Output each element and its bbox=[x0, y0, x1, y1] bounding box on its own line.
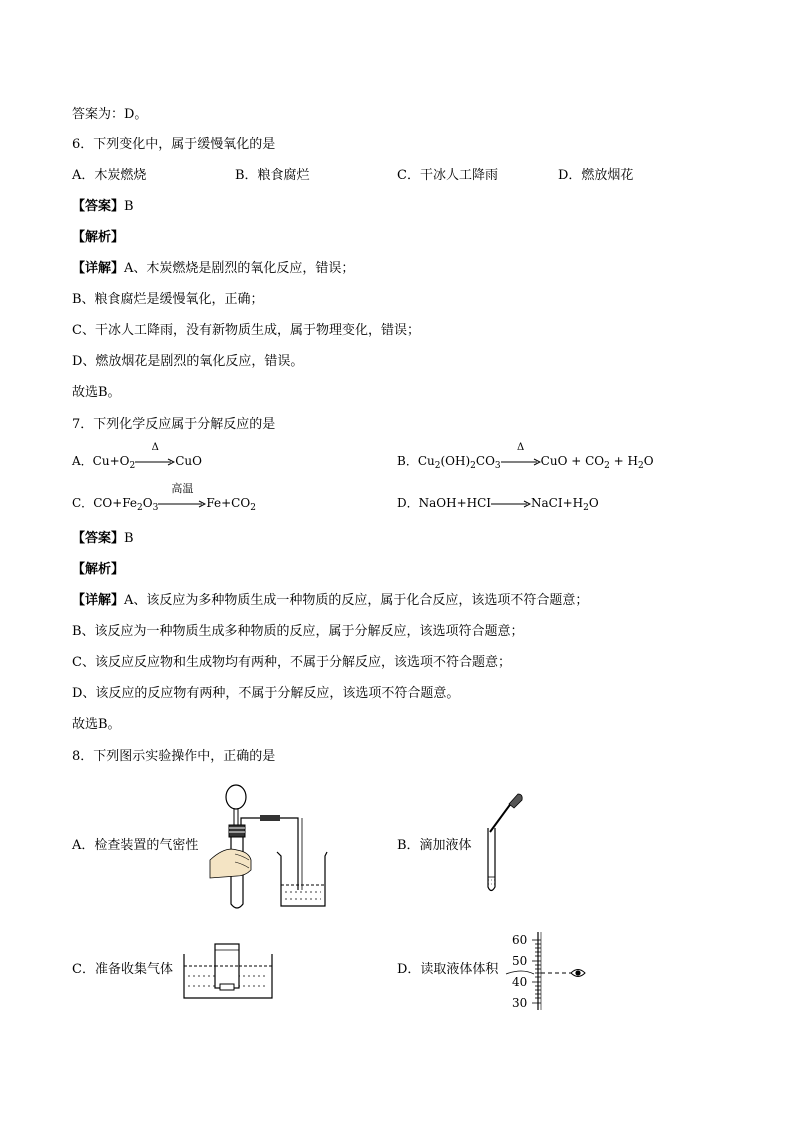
q6-detail-d: D、燃放烟花是剧烈的氧化反应，错误。 bbox=[72, 354, 304, 369]
q7-option-c bbox=[72, 481, 256, 513]
q7-conclusion: 故选B。 bbox=[72, 717, 121, 732]
prev-answer: 答案为：D。 bbox=[72, 107, 148, 122]
q8-option-a: A．检查装置的气密性 bbox=[72, 838, 199, 853]
q6-option-d: D．燃放烟花 bbox=[558, 168, 634, 183]
q6-detail-a bbox=[72, 260, 354, 278]
detail-tag: 【详解】 bbox=[72, 261, 125, 276]
reaction-arrow bbox=[501, 441, 541, 471]
q7-analysis-tag: 【解析】 bbox=[72, 562, 125, 577]
reactant-part: Cu bbox=[417, 454, 435, 468]
eye-icon bbox=[570, 966, 586, 980]
arrow-icon bbox=[158, 500, 206, 508]
q7-option-a bbox=[72, 441, 202, 471]
arrow-icon bbox=[491, 500, 531, 508]
option-label: A． bbox=[72, 454, 93, 468]
q8-option-d: D．读取液体体积 bbox=[397, 962, 499, 977]
answer-tag: 【答案】 bbox=[72, 531, 125, 546]
reactants: Cu+O bbox=[92, 454, 130, 468]
reactant-part: CO bbox=[475, 454, 495, 468]
q6-option-c: C．干冰人工降雨 bbox=[397, 168, 498, 183]
reaction-condition: Δ bbox=[517, 441, 525, 453]
subscript: 3 bbox=[494, 461, 501, 471]
q6-stem: 6．下列变化中，属于缓慢氧化的是 bbox=[72, 137, 276, 152]
reactants: NaOH+HCI bbox=[418, 496, 492, 510]
q6-conclusion: 故选B。 bbox=[72, 385, 121, 400]
q6-option-b: B．粮食腐烂 bbox=[235, 168, 310, 183]
product-part: NaCI+H bbox=[531, 496, 584, 510]
product-part: O bbox=[643, 454, 654, 468]
q6-analysis-tag: 【解析】 bbox=[72, 230, 125, 245]
reaction-arrow bbox=[135, 441, 175, 471]
subscript: 2 bbox=[129, 461, 136, 471]
answer-value: B bbox=[124, 531, 134, 546]
arrow-icon bbox=[501, 458, 541, 466]
q7-option-d bbox=[397, 494, 599, 513]
q6-detail-c: C、干冰人工降雨，没有新物质生成，属于物理变化，错误； bbox=[72, 323, 420, 338]
reactant-part: CO+Fe bbox=[93, 496, 138, 510]
subscript: 2 bbox=[583, 503, 589, 513]
q8-option-b: B．滴加液体 bbox=[397, 838, 472, 853]
q7-detail-d: D、该反应的反应物有两种，不属于分解反应，该选项不符合题意。 bbox=[72, 686, 460, 701]
subscript: 2 bbox=[137, 503, 143, 513]
q6-detail-b: B、粮食腐烂是缓慢氧化，正确； bbox=[72, 292, 264, 307]
detail-tag: 【详解】 bbox=[72, 593, 125, 608]
subscript: 2 bbox=[250, 503, 256, 513]
subscript: 3 bbox=[152, 503, 159, 513]
gas-collection-figure bbox=[182, 940, 274, 1002]
answer-tag: 【答案】 bbox=[72, 199, 125, 214]
q7-option-b bbox=[397, 441, 654, 471]
product-part: O bbox=[588, 496, 599, 510]
q7-detail-c: C、该反应反应物和生成物均有两种，不属于分解反应，该选项不符合题意； bbox=[72, 655, 511, 670]
reactant-part: O bbox=[142, 496, 153, 510]
option-label: B． bbox=[397, 454, 418, 468]
product-part: CuO + CO bbox=[540, 454, 605, 468]
cylinder-tick-40: 40 bbox=[512, 975, 528, 989]
detail-text: A、木炭燃烧是剧烈的氧化反应，错误； bbox=[124, 261, 355, 276]
products: CuO bbox=[175, 454, 202, 468]
q6-option-a: A．木炭燃烧 bbox=[72, 168, 147, 183]
q7-stem: 7．下列化学反应属于分解反应的是 bbox=[72, 417, 276, 432]
q7-detail-b: B、该反应为一种物质生成多种物质的反应，属于分解反应，该选项符合题意； bbox=[72, 624, 524, 639]
detail-text: A、该反应为多种物质生成一种物质的反应，属于化合反应，该选项不符合题意； bbox=[124, 593, 589, 608]
q7-answer bbox=[72, 530, 134, 548]
subscript: 2 bbox=[470, 461, 476, 471]
subscript: 2 bbox=[434, 461, 441, 471]
cylinder-tick-50: 50 bbox=[512, 954, 528, 968]
subscript: 2 bbox=[638, 461, 644, 471]
cylinder-reading-figure bbox=[504, 930, 599, 1012]
dropper-figure bbox=[476, 792, 528, 898]
q6-answer bbox=[72, 198, 134, 216]
q8-option-c: C．准备收集气体 bbox=[72, 962, 173, 977]
subscript: 2 bbox=[604, 461, 610, 471]
answer-value: B bbox=[124, 199, 134, 214]
q8-stem: 8．下列图示实验操作中，正确的是 bbox=[72, 749, 276, 764]
reaction-condition: 高温 bbox=[171, 481, 194, 495]
reaction-condition: Δ bbox=[151, 441, 159, 453]
reaction-arrow bbox=[491, 495, 531, 513]
option-label: C． bbox=[72, 496, 94, 510]
arrow-icon bbox=[135, 458, 175, 466]
reaction-arrow bbox=[158, 481, 206, 513]
product-part: + H bbox=[609, 454, 638, 468]
cylinder-tick-60: 60 bbox=[512, 933, 528, 947]
airtightness-apparatus-figure bbox=[205, 780, 330, 915]
option-label: D． bbox=[397, 496, 419, 510]
q7-detail-a bbox=[72, 592, 588, 610]
product-part: Fe+CO bbox=[206, 496, 251, 510]
cylinder-tick-30: 30 bbox=[512, 996, 528, 1010]
reactant-part: (OH) bbox=[440, 454, 471, 468]
